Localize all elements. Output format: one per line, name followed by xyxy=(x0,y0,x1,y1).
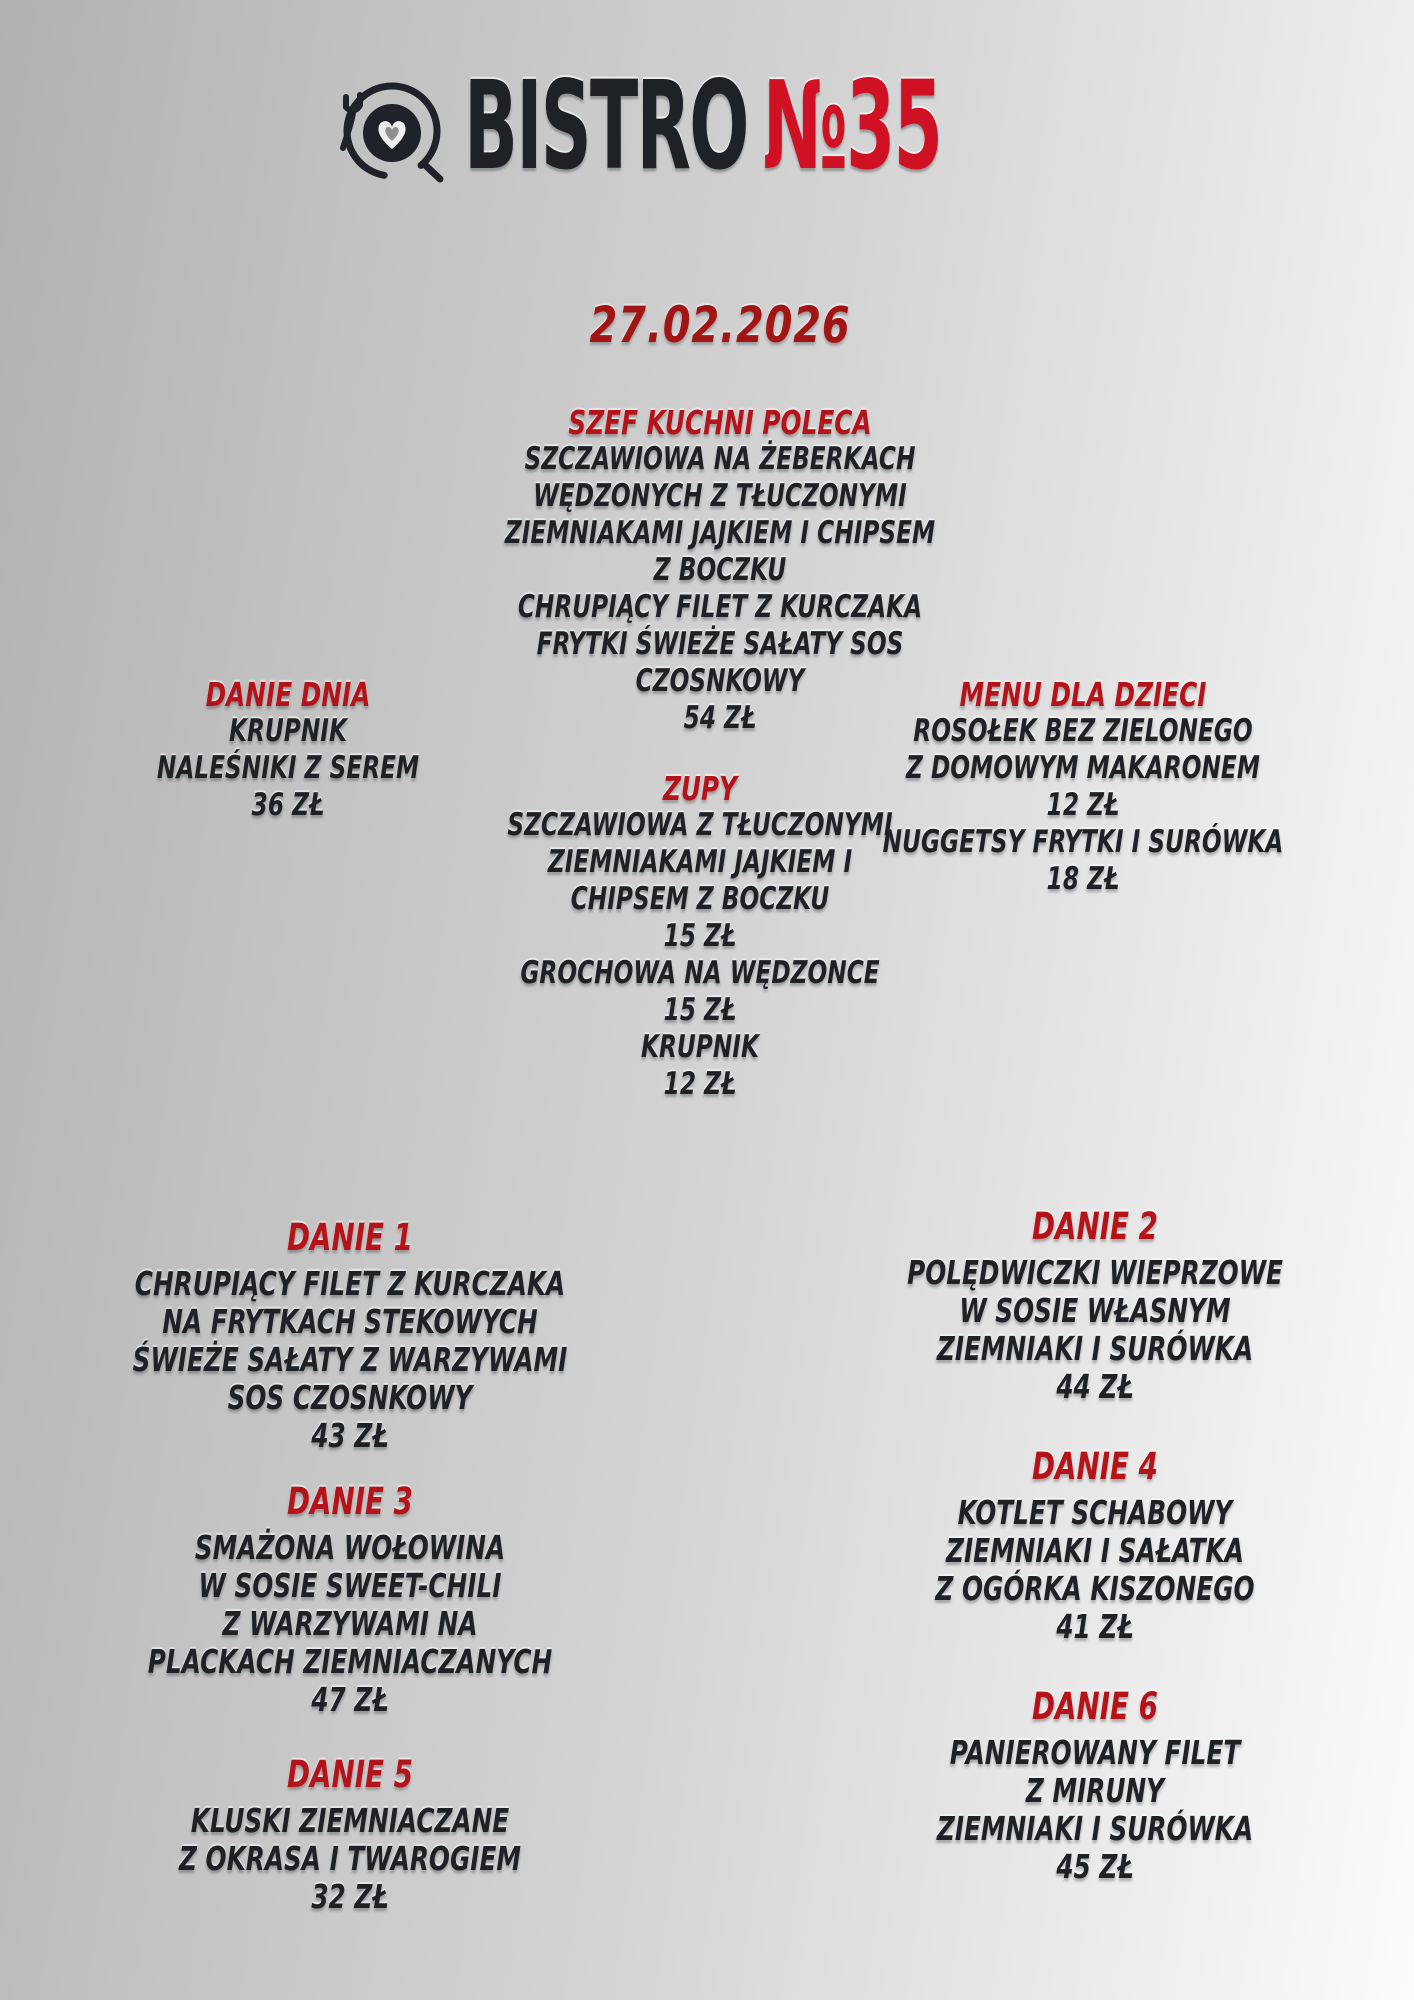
section-danie-1 xyxy=(110,1218,590,1455)
section-title: ZUPY xyxy=(662,769,738,808)
menu-line: 12 ZŁ xyxy=(1046,787,1120,823)
section-title: DANIE 2 xyxy=(1032,1205,1158,1248)
menu-line: NA FRYTKACH STEKOWYCH xyxy=(162,1302,538,1341)
menu-line: GROCHOWA NA WĘDZONCE xyxy=(520,955,880,991)
menu-line: ZIEMNIAKI I SAŁATKA xyxy=(946,1531,1244,1570)
section-lines xyxy=(855,1254,1335,1406)
logo-wordmark xyxy=(464,55,942,197)
menu-line: ZIEMNIAKI I SURÓWKA xyxy=(936,1329,1254,1368)
menu-line: 15 ZŁ xyxy=(663,918,737,954)
menu-date: 27.02.2026 xyxy=(589,296,851,354)
section-lines xyxy=(110,1802,590,1916)
menu-line: Z DOMOWYM MAKARONEM xyxy=(906,750,1260,786)
section-lines xyxy=(460,807,940,1103)
section-title: DANIE 6 xyxy=(1032,1685,1158,1728)
logo-text-bistro: BISTRO xyxy=(464,55,748,197)
menu-line: KLUSKI ZIEMNIACZANE xyxy=(190,1801,510,1840)
menu-line: 47 ZŁ xyxy=(311,1680,389,1719)
menu-line: Z MIRUNY xyxy=(1025,1771,1165,1810)
restaurant-logo xyxy=(330,52,1287,200)
menu-line: CHRUPIĄCY FILET Z KURCZAKA xyxy=(134,1264,566,1303)
menu-line: KOTLET SCHABOWY xyxy=(957,1493,1233,1532)
menu-line: Z BOCZKU xyxy=(653,552,787,588)
menu-line: SZCZAWIOWA NA ŻEBERKACH xyxy=(524,441,916,477)
menu-line: NUGGETSY FRYTKI I SURÓWKA xyxy=(882,824,1284,860)
menu-line: KRUPNIK xyxy=(641,1029,759,1065)
section-danie-2 xyxy=(855,1207,1335,1406)
menu-line: PANIEROWANY FILET xyxy=(949,1733,1241,1772)
menu-line: SZCZAWIOWA Z TŁUCZONYMI xyxy=(507,807,893,843)
menu-line: CHRUPIĄCY FILET Z KURCZAKA xyxy=(517,589,923,625)
menu-line: W SOSIE SWEET-CHILI xyxy=(198,1566,502,1605)
menu-line: ZIEMNIAKAMI JAJKIEM I xyxy=(547,844,853,880)
menu-line: Z OGÓRKA KISZONEGO xyxy=(935,1569,1255,1608)
menu-line: SOS CZOSNKOWY xyxy=(227,1378,473,1417)
menu-line: W SOSIE WŁASNYM xyxy=(959,1291,1231,1330)
logo-text-no35: №35 xyxy=(762,55,942,197)
menu-line: 18 ZŁ xyxy=(1046,861,1120,897)
menu-line: 32 ZŁ xyxy=(311,1877,389,1916)
menu-line: Z OKRASA I TWAROGIEM xyxy=(178,1839,522,1878)
menu-line: 45 ZŁ xyxy=(1056,1847,1134,1886)
section-danie-4 xyxy=(855,1447,1335,1646)
section-title: DANIE 5 xyxy=(287,1753,413,1796)
menu-line: ROSOŁEK BEZ ZIELONEGO xyxy=(913,713,1253,749)
menu-line: Z WARZYWAMI NA xyxy=(222,1604,478,1643)
section-zupy xyxy=(460,770,940,1103)
section-lines xyxy=(855,1734,1335,1886)
section-danie-5 xyxy=(110,1755,590,1916)
section-lines xyxy=(855,1494,1335,1646)
section-lines xyxy=(110,1265,590,1455)
menu-line: ŚWIEŻE SAŁATY Z WARZYWAMI xyxy=(132,1340,568,1379)
menu-line: 15 ZŁ xyxy=(663,992,737,1028)
menu-line: ZIEMNIAKAMI JAJKIEM I CHIPSEM xyxy=(504,515,936,551)
menu-line: PLACKACH ZIEMNIACZANYCH xyxy=(147,1642,553,1681)
menu-line: POLĘDWICZKI WIEPRZOWE xyxy=(907,1253,1283,1292)
section-danie-3 xyxy=(110,1482,590,1719)
menu-line: 41 ZŁ xyxy=(1056,1607,1134,1646)
menu-line: 43 ZŁ xyxy=(311,1416,389,1455)
menu-line: WĘDZONYCH Z TŁUCZONYMI xyxy=(533,478,907,514)
menu-line: NALEŚNIKI Z SEREM xyxy=(156,750,420,786)
section-title: DANIE 3 xyxy=(287,1480,413,1523)
menu-line: 44 ZŁ xyxy=(1056,1367,1134,1406)
menu-line: KRUPNIK xyxy=(229,713,347,749)
plate-heart-fork-icon xyxy=(330,69,450,189)
section-title: MENU DLA DZIECI xyxy=(959,675,1207,714)
menu-line: CHIPSEM Z BOCZKU xyxy=(570,881,830,917)
section-title: SZEF KUCHNI POLECA xyxy=(568,403,872,442)
menu-line: SMAŻONA WOŁOWINA xyxy=(194,1528,506,1567)
menu-line: 54 ZŁ xyxy=(683,700,757,736)
menu-line: FRYTKI ŚWIEŻE SAŁATY SOS CZOSNKOWY xyxy=(536,626,904,699)
section-title: DANIE 4 xyxy=(1032,1445,1158,1488)
menu-line: ZIEMNIAKI I SURÓWKA xyxy=(936,1809,1254,1848)
section-danie-dnia xyxy=(48,676,528,824)
menu-line: 12 ZŁ xyxy=(663,1066,737,1102)
section-lines xyxy=(48,713,528,824)
section-danie-6 xyxy=(855,1687,1335,1886)
section-lines xyxy=(110,1529,590,1719)
section-title: DANIE DNIA xyxy=(205,675,371,714)
menu-line: 36 ZŁ xyxy=(251,787,325,823)
section-title: DANIE 1 xyxy=(287,1216,413,1259)
